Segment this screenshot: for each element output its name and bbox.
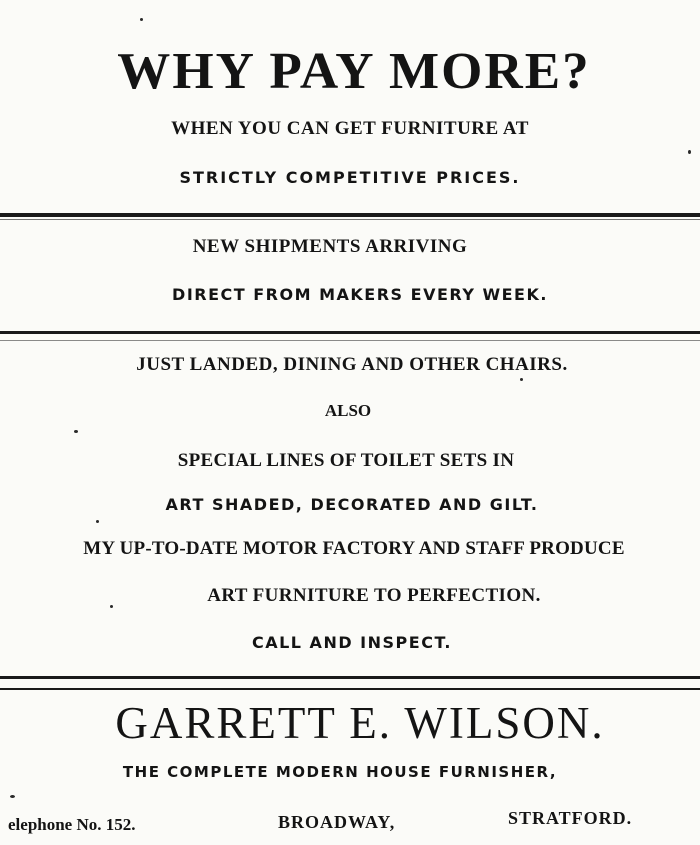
ink-speck [96, 520, 99, 523]
offer-line-chairs: JUST LANDED, DINING AND OTHER CHAIRS. [136, 354, 568, 375]
ink-speck [688, 150, 691, 154]
ink-speck [110, 605, 113, 608]
offer-call-and-inspect: CALL AND INSPECT. [251, 633, 453, 652]
offer-line-perfection: ART FURNITURE TO PERFECTION. [207, 585, 541, 606]
divider-rule [0, 219, 700, 220]
ink-speck [74, 430, 78, 433]
headline: WHY PAY MORE? [117, 43, 591, 100]
divider-rule [0, 340, 700, 341]
shipments-line-2: DIRECT FROM MAKERS EVERY WEEK. [172, 285, 548, 304]
offer-line-motor-factory: MY UP-TO-DATE MOTOR FACTORY AND STAFF PRODUCE [83, 538, 625, 559]
divider-rule [0, 331, 700, 334]
town-name: STRATFORD. [508, 808, 633, 828]
offer-also: ALSO [324, 401, 372, 420]
divider-rule [0, 676, 700, 679]
offer-line-toilet-sets: SPECIAL LINES OF TOILET SETS IN [177, 450, 515, 471]
street-address: BROADWAY, [278, 812, 396, 832]
merchant-tagline: THE COMPLETE MODERN HOUSE FURNISHER, [122, 763, 558, 781]
shipments-line-1: NEW SHIPMENTS ARRIVING [192, 236, 468, 257]
intro-line-1: WHEN YOU CAN GET FURNITURE AT [171, 118, 529, 139]
intro-line-2: STRICTLY COMPETITIVE PRICES. [179, 168, 521, 187]
offer-line-art-shaded: ART SHADED, DECORATED AND GILT. [165, 495, 539, 514]
divider-rule [0, 688, 700, 690]
ink-speck [10, 795, 15, 798]
ink-speck [520, 378, 523, 381]
ink-speck [140, 18, 143, 21]
merchant-name: GARRETT E. WILSON. [115, 698, 605, 748]
telephone-number: elephone No. 152. [8, 815, 136, 834]
divider-rule [0, 213, 700, 217]
